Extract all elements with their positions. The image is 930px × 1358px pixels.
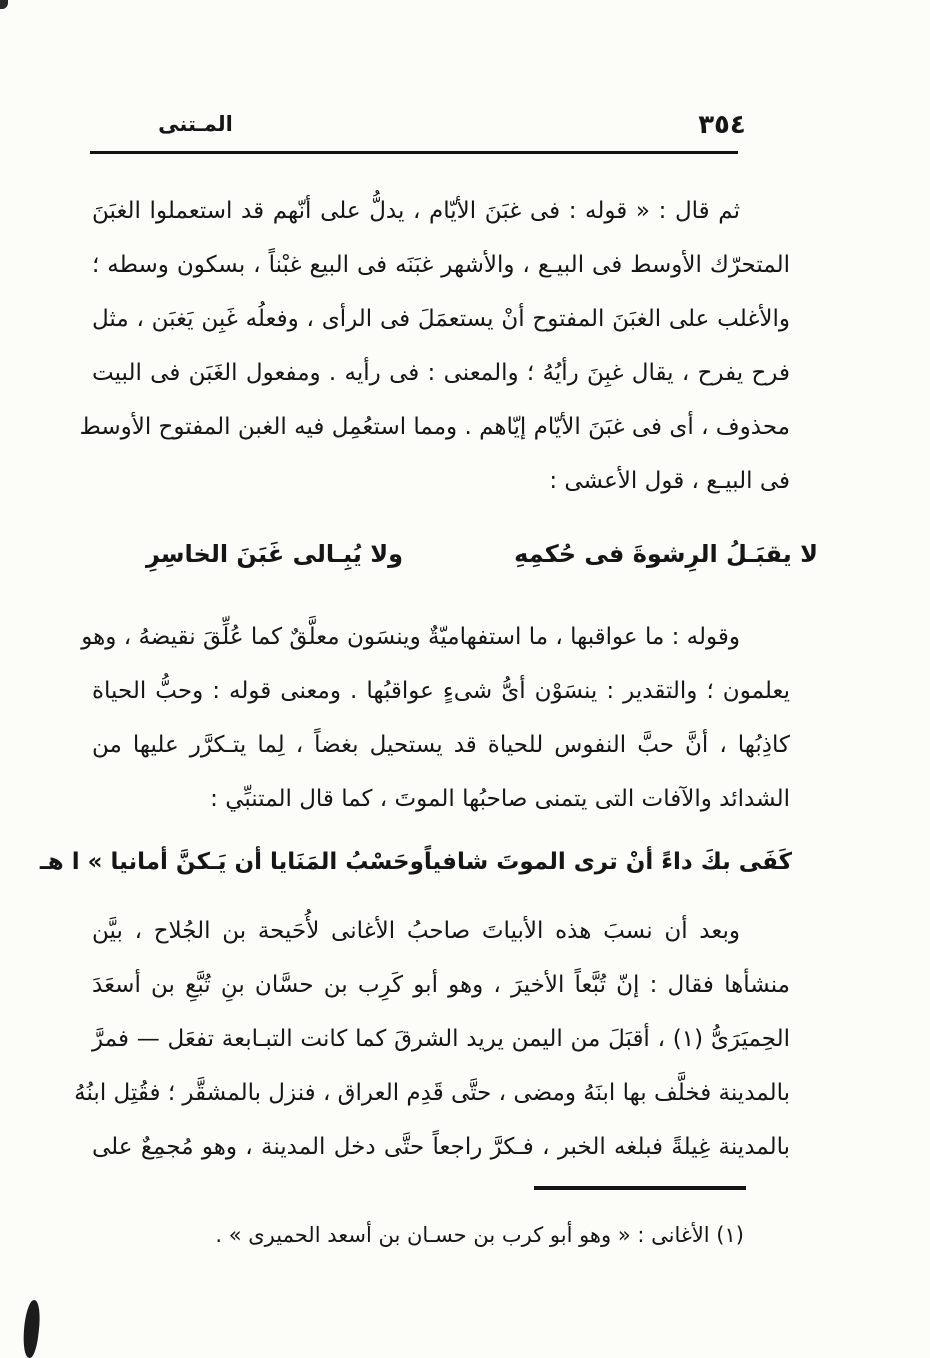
verse-hemistich-left: وحَسْبُ المَنَايا أن يَـكنَّ أمانيا » ا هـ [39,849,424,875]
text-line: بالمدينة غِيلةً فبلغه الخبر ، فـكرَّ راجعاً حتَّى دخل المدينة ، وهو مُجمِعٌ على [92,1134,790,1160]
text-line: والأغلب على الغبَنَ المفتوح أنْ يستعمَلَ فى الرأى ، وفعلُه غَبِن يَغبَن ، مثل [92,306,790,332]
text-line: محذوف ، أى فى غبَنَ الأيّام إيّاهم . ومما استعُمِل فيه الغبن المفتوح الأوسط [79,414,790,440]
paragraph-3 [74,904,790,1174]
page-number: ٣٥٤ [698,110,746,140]
text-line: يعلمون ؛ والتقدير : ينسَوْن أىُّ شىءٍ عواقبُها . ومعنى قوله : وحبُّ الحياة [92,678,790,704]
text-line: منشأها فقال : إنّ تُبَّعاً الأخيرَ ، وهو أبو كَرِب بن حسَّان بنِ تُبَّعِ بن أسعَدَ [92,972,790,998]
running-title: المـتنى [158,112,233,136]
verse-line [39,834,792,890]
text-line: وبعد أن نسبَ هذه الأبياتَ صاحبُ الأغانى لأُحَيحة بن الجُلاح ، بيَّن [92,918,740,944]
text-line: الشدائد والآفات التى يتمنى صاحبُها الموتَ ، كما قال المتنبِّي : [210,786,790,812]
text-line: فرح يفرح ، يقال غبِنَ رأيُهُ ؛ والمعنى : فى رأيه . ومفعول الغَبَن فى البيت [92,360,790,386]
verse-hemistich-right: لا يقبَـلُ الرِشوةَ فى حُكمِهِ [514,540,818,568]
text-line: فى البيـع ، قول الأعشى : [549,468,790,494]
footnote-divider [534,1186,746,1190]
text-line: الحِميَرَىُّ (١) ، أقبَلَ من اليمن يريد الشرقَ كما كانت التبـابعة تفعَل — فمرَّ [92,1026,790,1052]
scan-artifact [21,1299,43,1358]
scan-artifact [0,0,8,9]
verse-hemistich-left: ولا يُبِـالى غَبَنَ الخاسِرِ [146,540,404,568]
verse-hemistich-right: كَفَى بكَ داءً أنْ ترى الموتَ شافياً [423,849,792,875]
footnote: (١) الأغانى : « وهو أبو كرب بن حسـان بن أسعد الحميرى » . [215,1223,744,1247]
text-line: كاذِبُها ، أنَّ حبَّ النفوس للحياة قد يستحيل بغضاً ، لِما يتـكرَّر عليها من [92,732,790,758]
paragraph-1 [79,184,790,508]
paragraph-2 [81,610,790,826]
text-line: وقوله : ما عواقبها ، ما استفهاميّةٌ وينسَون معلَّقٌ كما عُلِّقَ نقيضهُ ، وهو [81,624,740,650]
text-line: ثم قال : « قوله : فى غبَنَ الأيّام ، يدلُّ على أنّهم قد استعملوا الغبَنَ [92,198,740,224]
text-line: بالمدينة فخلَّف بها ابنَهُ ومضى ، حتَّى قَدِم العراق ، فنزل بالمشقَّر ؛ فقُتِل ابنُهُ [74,1080,790,1106]
header-divider [90,151,738,154]
verse-line [146,524,818,584]
text-line: المتحرّك الأوسط فى البيـع ، والأشهر غبَنَه فى البيع غبْناً ، بسكون وسطه ؛ [92,252,790,278]
